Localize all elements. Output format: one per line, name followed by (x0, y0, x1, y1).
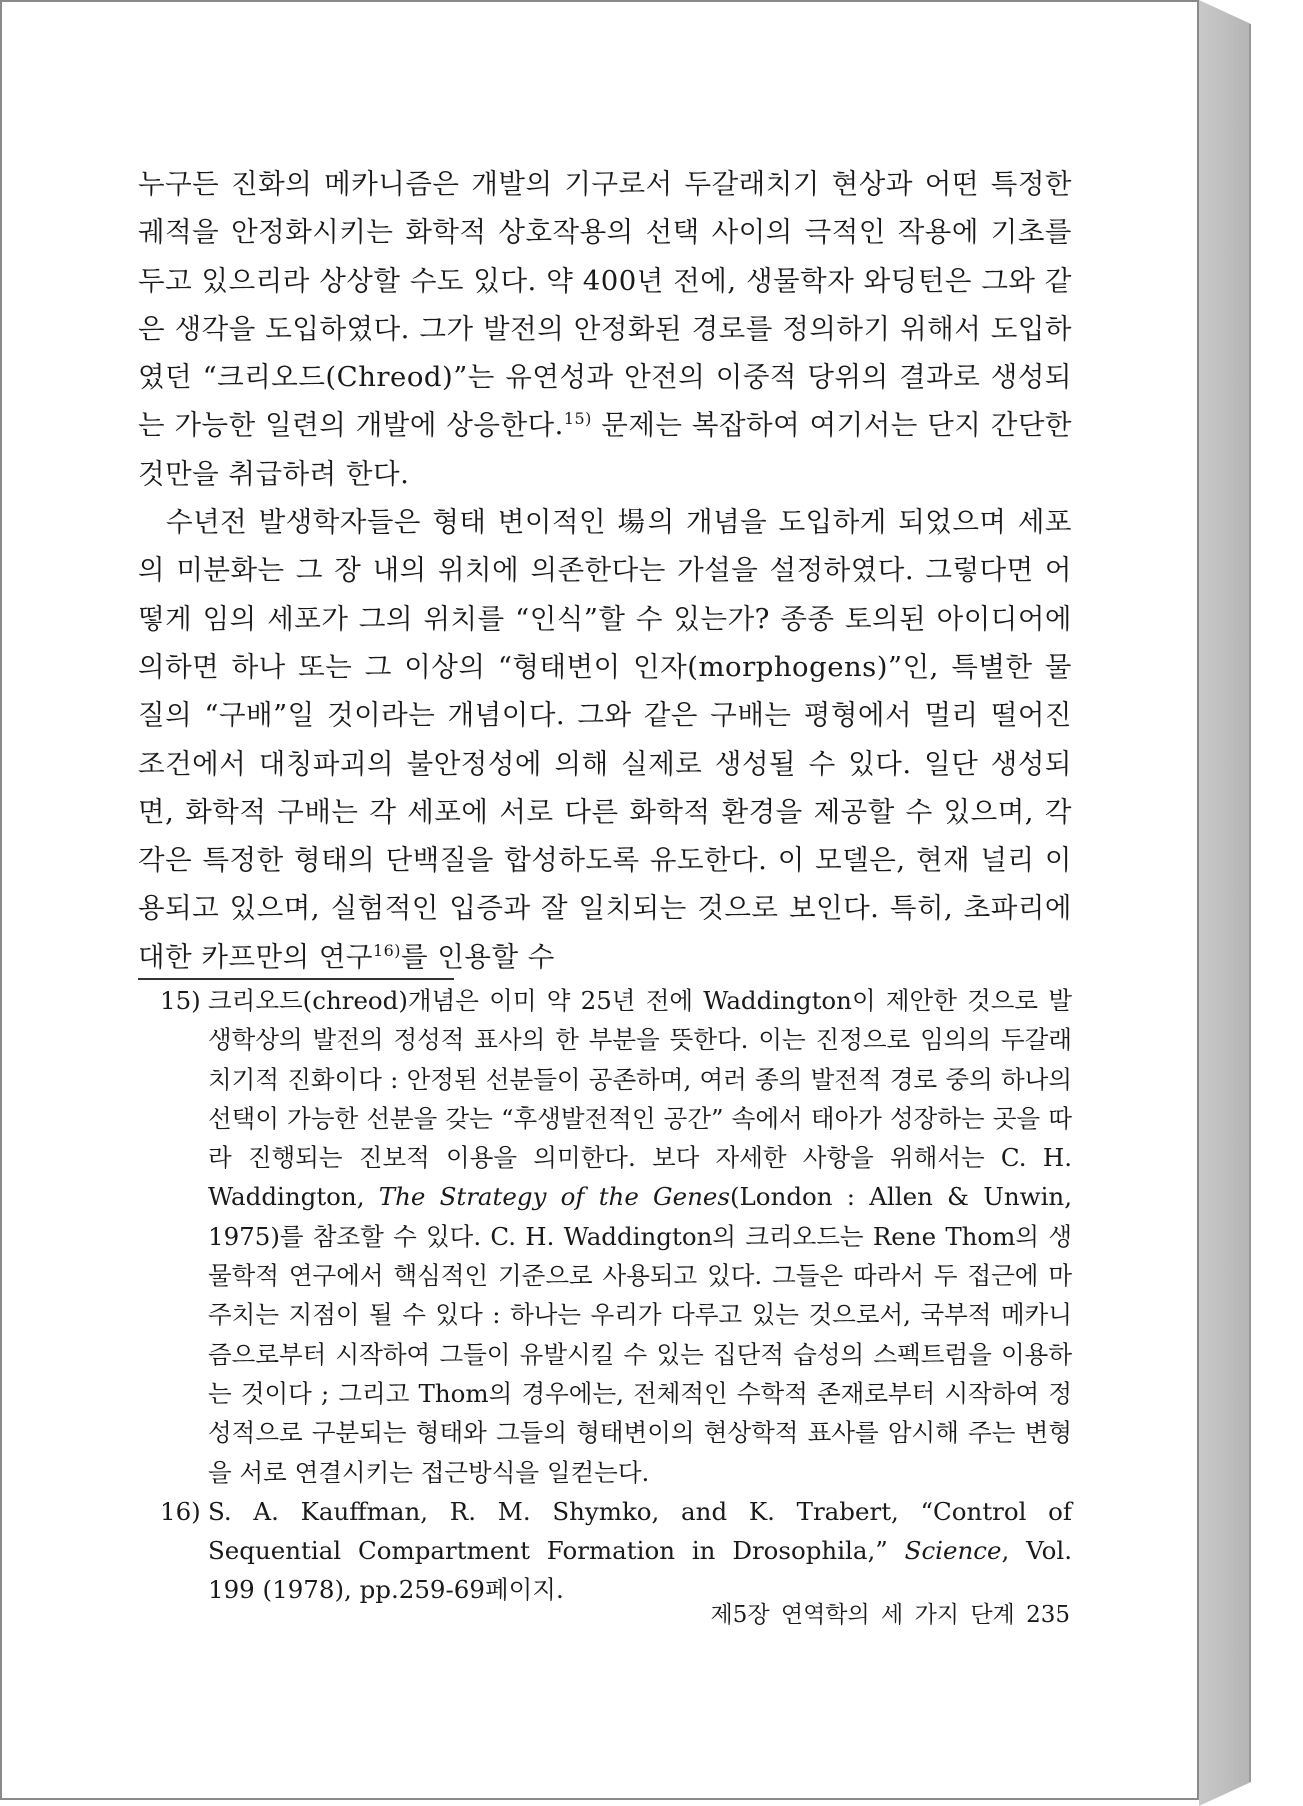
page-edge-line (1249, 24, 1251, 1782)
footnote-ref-15: 15) (563, 409, 592, 429)
paragraph-1-tail: 문제는 복잡하여 여기서는 단지 간단한 것만을 취급하려 한다. (138, 409, 1072, 490)
paragraph-2-tail: 를 인용할 수 (401, 940, 555, 973)
paragraph-2 (138, 498, 1072, 981)
footnote-text: 크리오드(chreod)개념은 이미 약 25년 전에 Waddington이 제안한 것으로 발생학상의 발전의 정성적 표사의 한 부분을 뜻한다. 이는 진정으로 임의의 두갈래치기적 진화이다 : 안정된 선분들이 공존하며, 여러 종의 발전적 경로 중의 하나의 선택이 가능한 선분을 갖는 “후생발전적인 공간” 속에서 태아가 성장하는 곳을 따라 진행되는 진보적 이용을 의미한다. 보다 자세한 사항을 위해서는 C. H. Waddington, (208, 986, 1072, 1212)
footnote-divider (138, 978, 454, 980)
footnote-ref-16: 16) (373, 940, 402, 960)
paragraph-1-text: 누구든 진화의 메카니즘은 개발의 기구로서 두갈래치기 현상과 어떤 특정한 궤적을 안정화시키는 화학적 상호작용의 선택 사이의 극적인 작용에 기초를 두고 있으리라 상상할 수도 있다. 약 400년 전에, 생물학자 와딩턴은 그와 같은 생각을 도입하였다. 그가 발전의 안정화된 경로를 정의하기 위해서 도입하였던 “크리오드(Chreod)”는 유연성과 안전의 이중적 당위의 결과로 생성되는 가능한 일련의 개발에 상응한다. (138, 168, 1072, 442)
footnote-text: S. A. Kauffman, R. M. Shymko, and K. Trabert, “Control of Sequential Compartment Formation in Drosophila,” (208, 1496, 1072, 1566)
running-footer (670, 1596, 1070, 1629)
paragraph-1 (138, 160, 1072, 498)
paragraph-2-text: 수년전 발생학자들은 형태 변이적인 場의 개념을 도입하게 되었으며 세포의 미분화는 그 장 내의 위치에 의존한다는 가설을 설정하였다. 그렇다면 어떻게 임의 세포가 그의 위치를 “인식”할 수 있는가? 종종 토의된 아이디어에 의하면 하나 또는 그 이상의 “형태변이 인자(morphogens)”인, 특별한 물질의 “구배”일 것이라는 개념이다. 그와 같은 구배는 평형에서 멀리 떨어진 조건에서 대칭파괴의 불안정성에 의해 실제로 생성될 수 있다. 일단 생성되면, 화학적 구배는 각 세포에 서로 다른 화학적 환경을 제공할 수 있으며, 각각은 특정한 형태의 단백질을 합성하도록 유도한다. 이 모델은, 현재 널리 이용되고 있으며, 실험적인 입증과 잘 일치되는 것으로 보인다. 특히, 초파리에 대한 카프만의 연구 (138, 506, 1072, 973)
footnote-book-title: The Strategy of the Genes (378, 1182, 730, 1212)
footnote-number: 15) (160, 986, 201, 1015)
page-edge-shadow (1199, 0, 1251, 1806)
body-text (138, 160, 1072, 981)
footnote-text-continued: , Vol. 199 (1978), pp.259-69페이지. (208, 1536, 1072, 1605)
footnote-number: 16) (160, 1496, 201, 1526)
footer-chapter: 제5장 (710, 1602, 770, 1628)
footnote-16 (160, 1492, 1072, 1610)
footnote-journal-title: Science (904, 1536, 1002, 1566)
page-number: 235 (1026, 1602, 1070, 1628)
footer-title: 연역학의 세 가지 단계 (780, 1602, 1015, 1628)
footnote-15 (160, 981, 1072, 1492)
footnote-text-continued: (London : Allen & Unwin, 1975)를 참조할 수 있다. C. H. Waddington의 크리오드는 Rene Thom의 생물학적 연구에서 핵심적인 기준으로 사용되고 있다. 그들은 따라서 두 접근에 마주치는 지점이 될 수 있다 : 하나는 우리가 다루고 있는 것으로서, 국부적 메카니즘으로부터 시작하여 그들이 유발시킬 수 있는 집단적 습성의 스펙트럼을 이용하는 것이다 ; 그리고 Thom의 경우에는, 전체적인 수학적 존재로부터 시작하여 정성적으로 구분되는 형태와 그들의 형태변이의 현상학적 표사를 암시해 주는 변형을 서로 연결시키는 접근방식을 일컫는다. (208, 1182, 1073, 1487)
footnotes (160, 981, 1072, 1610)
